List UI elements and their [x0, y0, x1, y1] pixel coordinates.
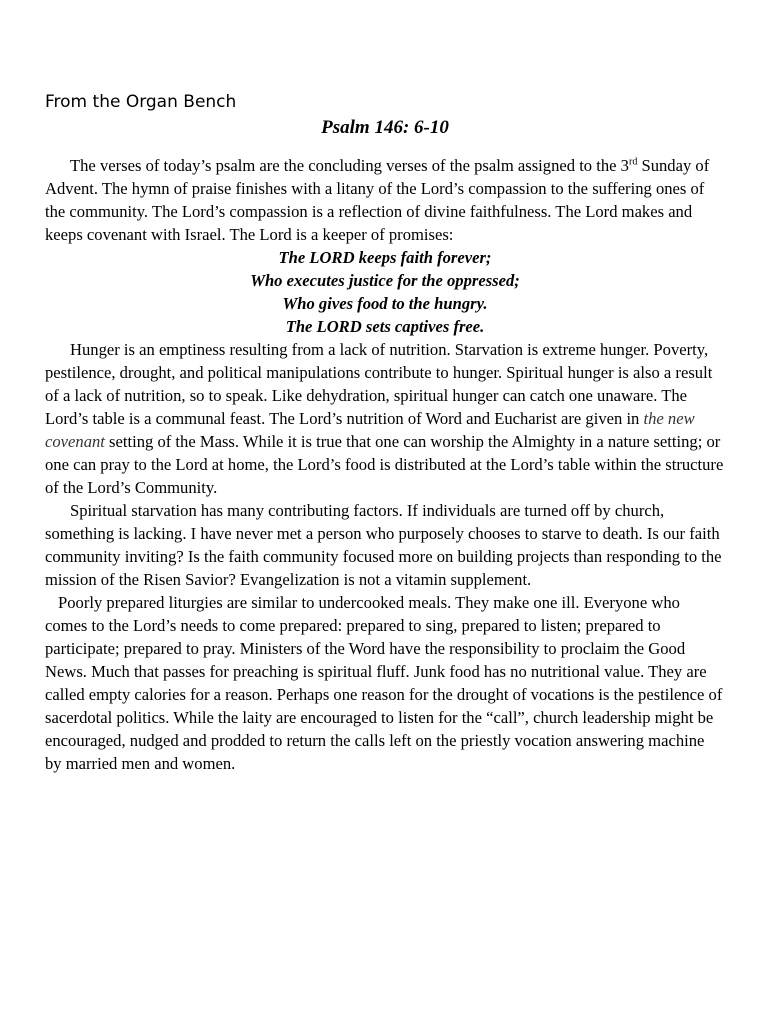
paragraph-intro-text-b: Sunday of Advent. The hymn of praise finishes with a litany of the Lord’s compassion to the suffering ones of the community. The Lord’s compassion is a reflection of divine faithfulness. The Lord makes and keeps covenant with Israel. The Lord is a keeper of promises:	[45, 156, 710, 244]
paragraph-liturgies: Poorly prepared liturgies are similar to undercooked meals. They make one ill. Everyone who comes to the Lord’s needs to come prepared: prepared to sing, prepared to listen; prepared to participate; prepared to pray. Ministers of the Word have the responsibility to proclaim the Good News. Much that passes for preaching is spiritual fluff. Junk food has no nutritional value. They are called empty calories for a reason. Perhaps one reason for the drought of vocations is the pestilence of sacerdotal politics. While the laity are encouraged to listen for the “call”, church leadership might be encouraged, nudged and prodded to return the calls left on the priestly vocation answering machine by married men and women.	[45, 593, 723, 773]
paragraph-hunger-text-b: setting of the Mass. While it is true that one can worship the Almighty in a nature setting; or one can pray to the Lord at home, the Lord’s food is distributed at the Lord’s table within the structure of the Lord’s Community.	[45, 432, 724, 497]
psalm-reference: Psalm 146: 6-10	[321, 117, 449, 138]
ordinal-suffix: rd	[628, 156, 638, 168]
document-page	[45, 90, 725, 775]
verse-line: The LORD keeps faith forever;	[278, 248, 492, 267]
section-title: From the Organ Bench	[45, 92, 237, 112]
paragraph-hunger	[45, 338, 725, 499]
verse-line: Who gives food to the hungry.	[282, 294, 488, 313]
paragraph-hunger-italic: the new covenant	[45, 409, 695, 451]
paragraph-starvation: Spiritual starvation has many contributing factors. If individuals are turned off by church, something is lacking. I have never met a person who purposely chooses to starve to death. Is our faith community inviting? Is the faith community focused more on building projects than responding to the mission of the Risen Savior? Evangelization is not a vitamin supplement.	[45, 501, 722, 589]
verse-line: Who executes justice for the oppressed;	[250, 271, 520, 290]
psalm-verses	[45, 246, 725, 338]
verse-line: The LORD sets captives free.	[285, 317, 485, 336]
paragraph-intro	[45, 154, 725, 246]
paragraph-intro-text-a: The verses of today’s psalm are the concluding verses of the psalm assigned to the 3	[70, 156, 629, 175]
paragraph-hunger-text-a: Hunger is an emptiness resulting from a lack of nutrition. Starvation is extreme hunger. Poverty, pestilence, drought, and political manipulations contribute to hunger. Spiritual hunger is also a result of a lack of nutrition, so to speak. Like dehydration, spiritual hunger can catch one unaware. The Lord’s table is a communal feast. The Lord’s nutrition of Word and Eucharist are given in	[45, 340, 713, 428]
